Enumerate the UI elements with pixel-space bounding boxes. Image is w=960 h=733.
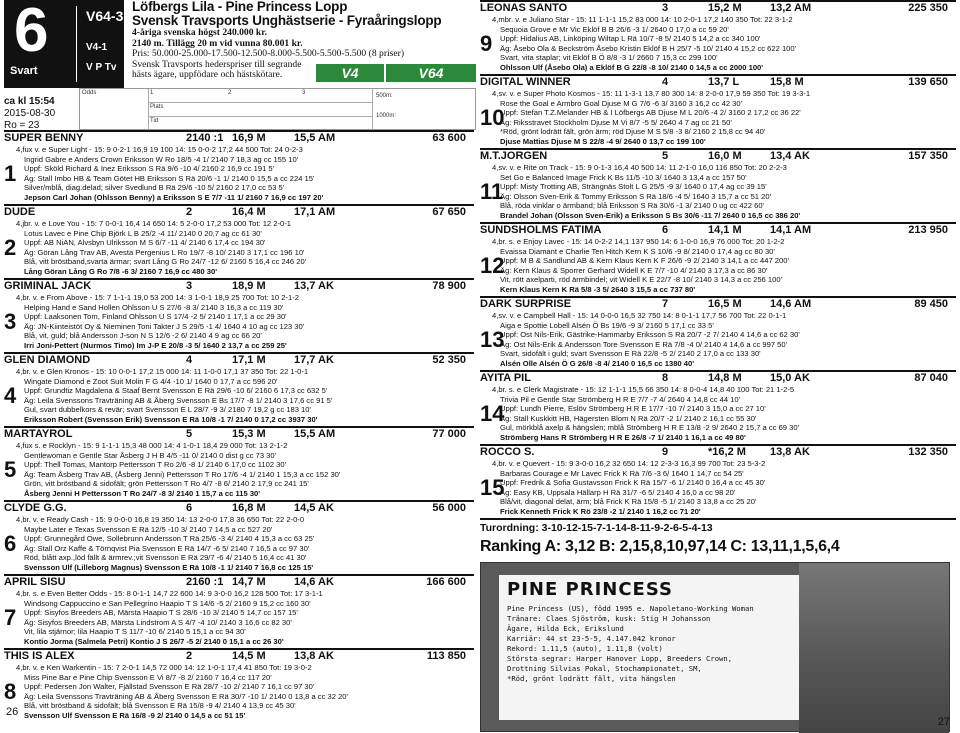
horse-info-line: Uppf: Sisyfos Breeders AB, Märsta Haapio T S 28/6 -10 3/ 2140 5 14,7 cc 157 15' [24, 608, 298, 617]
horse-info-line: 4,br. v. e Glen Kronos - 15: 10 0-0-1 17,2 15 000 14: 11 1-0-0 17,1 37 350 Tot: 22 1-0-1 [16, 367, 309, 376]
horse-info-line: Svart, sidofält i guld; svart Svensson E Rä 22/8 -5 2/ 2140 2 17,0 a cc 133 30' [500, 349, 761, 358]
horse-start: 2160 :1 [186, 576, 224, 588]
horse-record-auto: 15,8 M [770, 76, 804, 88]
odds-divider [372, 89, 373, 129]
horse-info-line: Uppf: Misty Trotting AB, Strängnäs Stolt L G 25/5 -9 3/ 1640 0 17,4 ag cc 39 15' [500, 182, 767, 191]
horse-record: 16,8 M [232, 502, 266, 514]
horse-record: 15,3 M [232, 428, 266, 440]
horse-record: 13,7 L [708, 76, 740, 88]
horse-record: 18,9 M [232, 280, 266, 292]
right-column [480, 0, 956, 732]
race-ro: Ro = 23 [4, 120, 40, 131]
cond-line-5: hästs ägare, uppfödare och hästskötare. [132, 69, 283, 81]
horse-prize: 87 040 [914, 372, 948, 384]
odds-line [148, 102, 372, 103]
horse-number: 7 [4, 605, 17, 630]
horse-number: 8 [4, 679, 17, 704]
horse-info-line: 4,jbr. v. e Love You - 15: 7 0-0-1 16,4 14 650 14: 5 2-0-0 17,2 53 000 Tot: 12 2-0-1 [16, 219, 291, 228]
race-date: 2015-08-30 [4, 108, 56, 119]
horse-prize: 225 350 [908, 2, 948, 14]
horse-entry [4, 278, 474, 350]
horse-entry [480, 444, 956, 516]
photo-text-line: Tränare: Claes Sjöström, kusk: Stig H Johansson [507, 614, 711, 623]
left-horse-list [4, 130, 474, 720]
horse-info-line: Brandel Johan (Olsson Sven-Erik) a Eriksson S Bs 30/6 -11 7/ 2640 0 16,5 cc 386 20' [500, 210, 801, 220]
horse-info-line: Helping Hand e Sand Hollen Ohlsson U S 27/6 -8 3/ 2140 3 16,3 a cc 119 30' [24, 302, 284, 312]
horse-entry [4, 648, 474, 720]
horse-entry [4, 130, 474, 202]
horse-info-line: Evaissa Diamant e Charlie Ten Hitch Kern K S 10/6 -9 8/ 2140 0 17,4 ag cc 80 30' [500, 246, 775, 256]
horse-info-line: Blå, vit, guld; blå Andersson J-son N S 12/6 -2 6/ 2140 4 9 ag cc 66 20' [24, 331, 262, 340]
horse-info-line: 4,br. s. e Even Better Odds - 15: 8 0-1-1 14,7 22 600 14: 9 3-0-0 16,2 128 500 Tot: 17 3-1-1 [16, 589, 323, 598]
horse-start: 6 [186, 502, 193, 514]
horse-header [4, 650, 474, 663]
cond-line-1: 4-åriga svenska högst 240.000 kr. [132, 27, 268, 38]
race-title-line-2: Svensk Travsports Unghästserie - Fyraåringslopp [132, 13, 442, 28]
horse-record: 15,2 M [708, 2, 742, 14]
horse-prize: 139 650 [908, 76, 948, 88]
horse-prize: 63 600 [432, 132, 466, 144]
horse-name: ROCCO S. [480, 446, 535, 458]
horse-prize: 77 000 [432, 428, 466, 440]
photo-text-line: Karriär: 44 st 23-5-5, 4.147.042 kronor [507, 634, 676, 643]
photo-text-line: *Röd, grönt lodrätt fält, vita hängslen [507, 674, 676, 683]
horse-record-auto: 17,1 AM [294, 206, 336, 218]
turordning: Turordning: 3-10-12-15-7-1-14-8-11-9-2-6-5-4-13 [480, 518, 956, 534]
odds-label: Odds [82, 90, 97, 96]
horse-record: 16,0 M [708, 150, 742, 162]
horse-start: 4 [662, 76, 669, 88]
horse-header [480, 446, 956, 459]
horse-entry [480, 296, 956, 368]
right-horse-list [480, 0, 956, 516]
horse-info-line: Kontio Jorma (Salmela Petri) Kontio J S 26/7 -5 2/ 2140 0 15,1 a cc 26 30' [24, 636, 284, 646]
horse-info-line: Sequoia Grove e Mr Vic Eklöf B B 26/6 -3 1/ 2640 0 17,0 a cc 59 20' [500, 24, 729, 34]
left-column [4, 0, 474, 722]
horse-info-line: Rose the Goal e Armbro Goal Djuse M G 7/6 -6 3/ 3160 3 16,2 cc 42 30' [500, 98, 743, 108]
horse-info-line: Äg: Easy KB, Uppsala Hällarp H Rä 31/7 -6 5/ 2140 4 16,0 a cc 98 20' [500, 487, 736, 497]
horse-info-line: Djuse Mattias Djuse M S 22/8 -4 9/ 2640 0 13,7 cc 199 100' [500, 136, 706, 146]
horse-start: 7 [662, 298, 669, 310]
horse-info-line: Äg: Göran Lång Trav AB, Avesta Pergenius L Ro 19/7 -8 10/ 2140 3 17,1 cc 196 10' [24, 247, 305, 257]
odds-1000m: 1000m: [376, 113, 397, 119]
horse-record-auto: 14,6 AM [770, 298, 812, 310]
horse-entry [480, 222, 956, 294]
horse-prize: 67 650 [432, 206, 466, 218]
horse-info-line: Blå, vitt bröstband,svarta ärmar; svart Lång G Ro 24/7 -12 6/ 2160 5 16,4 cc 246 20' [24, 257, 307, 266]
race-number: 6 [14, 0, 49, 65]
odds-divider [148, 89, 149, 129]
odds-col-3: 3 [302, 90, 306, 96]
race-title [132, 0, 441, 28]
horse-info [4, 515, 474, 572]
horse-name: DUDE [4, 206, 36, 218]
page-number-left: 26 [6, 706, 19, 718]
horse-info-line: 4,fux v. e Super Light - 15: 9 0-2-1 16,9 19 100 14: 15 0-0-2 17,2 44 500 Tot: 24 0-2-3 [16, 145, 303, 154]
photo-title: PINE PRINCESS [507, 579, 673, 600]
horse-record-auto: 13,4 AK [770, 150, 810, 162]
horse-info-line: Äg: Sisyfos Breeders AB, Märsta Lindstrom A S 4/7 -4 10/ 2140 3 16,6 cc 82 30' [24, 617, 292, 627]
horse-entry [4, 352, 474, 424]
pine-princess-photo [480, 562, 950, 732]
v4-logo: V4 [316, 64, 384, 82]
horse-prize: 113 850 [426, 650, 466, 662]
horse-info-line: Ingrid Gabre e Anders Crown Eriksson W Ro 18/5 -4 1/ 2140 7 18,3 ag cc 155 10' [24, 154, 299, 164]
race-title-line-1: Löfbergs Lila - Pine Princess Lopp [132, 0, 348, 14]
horse-info [480, 163, 956, 220]
horse-info-line: Frick Kenneth Frick K Rö 23/8 -2 1/ 2140 1 16,2 cc 71 20' [500, 506, 701, 516]
photo-text-line: Största segrar: Harper Hanover Lopp, Breeders Crown, [507, 654, 733, 663]
horse-info-line: Set Go e Balanced Image Frick K Bs 11/5 -10 3/ 1640 3 13,4 a cc 157 50' [500, 172, 747, 182]
odds-line [148, 116, 372, 117]
race-time: ca kl 15:54 [4, 96, 55, 107]
horse-info-line: Uppf: Pedersen Jon Walter, Fjällstad Svensson E Rä 28/7 -10 2/ 2140 7 16,1 cc 97 30' [24, 682, 315, 691]
horse-header [480, 224, 956, 237]
horse-number: 15 [480, 475, 505, 500]
horse-info-line: Kern Klaus Kern K Rä 5/8 -3 5/ 2640 3 15,5 a cc 737 80' [500, 284, 696, 294]
horse-info [480, 15, 956, 72]
horse-header [4, 428, 474, 441]
horse-number: 5 [4, 457, 17, 482]
horse-record-auto: 14,6 AK [294, 576, 334, 588]
horse-info-line: 4,sv. v. e Campbell Hall - 15: 14 0-0-0 16,5 32 750 14: 8 0-1-1 17,7 56 700 Tot: 22 0-1-1 [492, 311, 787, 320]
horse-info [4, 219, 474, 276]
horse-info-line: Svensson Ulf Svensson E Rä 16/8 -9 2/ 2140 0 14,5 a cc 51 15' [24, 710, 246, 720]
horse-info-line: Gul, svart dubbelkors & revär; svart Svensson E L 28/7 -9 3/ 2180 7 19,2 g cc 183 10' [24, 405, 311, 414]
horse-info [4, 441, 474, 498]
cond-line-3: Pris: 50.000-25.000-17.500-12.500-8.000-5.500-5.500-5.500 (8 priser) [132, 48, 405, 60]
horse-info [480, 89, 956, 146]
horse-name: LEONAS SANTO [480, 2, 568, 14]
horse-info-line: 4,fux s. e Rocklyn - 15: 9 1-1-1 15,3 48 000 14: 4 1-0-1 18,4 29 000 Tot: 13 2-1-2 [16, 441, 288, 450]
horse-record: 16,4 M [232, 206, 266, 218]
photo-text [507, 604, 791, 684]
horse-header [4, 206, 474, 219]
horse-record-auto: 13,8 AK [294, 650, 334, 662]
horse-record-auto: 13,8 AK [770, 446, 810, 458]
horse-start: 3 [186, 280, 193, 292]
odds-col-2: 2 [228, 90, 232, 96]
horse-info-line: Uppf: Lundh Pierre, Eslöv Strömberg H R E 17/7 -10 7/ 2140 3 15,0 a cc 27 10' [500, 404, 766, 413]
horse-prize: 213 950 [908, 224, 948, 236]
horse-info-line: Blå/vit, diagonal delat, ärm; blå Frick K Rä 15/8 -5 1/ 2140 3 13,8 a cc 25 20' [500, 497, 757, 506]
horse-header [4, 132, 474, 145]
horse-info-line: Miss Pine Bar e Pine Chip Svensson E Vi 8/7 -8 2/ 2160 7 16,4 cc 117 20' [24, 672, 272, 682]
horse-info-line: Gul, mörkblå axelp & hängslen; mblå Strömberg H R E 13/8 -2 9/ 2640 2 15,7 a cc 69 30' [500, 423, 800, 432]
horse-start: 6 [662, 224, 669, 236]
horse-info [480, 237, 956, 294]
horse-record-auto: 15,0 AK [770, 372, 810, 384]
horse-entry [480, 148, 956, 220]
horse-header [4, 502, 474, 515]
horse-info-line: Äg: Leila Svenssons Travträning AB & Åberg Svensson E Rä 30/7 -10 1/ 2140 0 13,8 a cc 32 20' [24, 691, 348, 701]
horse-record-auto: 14,1 AM [770, 224, 812, 236]
horse-header [4, 354, 474, 367]
horse-header [4, 576, 474, 589]
race-game-types: V P Tv [86, 62, 117, 73]
horse-info-line: Äg: Olsson Sven-Erik & Tommy Eriksson S Rä 18/6 -4 5/ 1640 3 15,7 a cc 51 20' [500, 191, 772, 201]
race-header [4, 0, 474, 130]
horse-info [4, 663, 474, 720]
horse-number: 6 [4, 531, 17, 556]
horse-info [4, 367, 474, 424]
odds-col-1: 1 [150, 90, 154, 96]
horse-info [4, 589, 474, 646]
horse-prize: 89 450 [914, 298, 948, 310]
horse-info-line: Äg: Ost Nils-Erik & Andersson Tore Svensson E Rä 7/8 -4 0/ 2140 4 14,6 a cc 997 50' [500, 339, 788, 349]
horse-info-line: 4,br. s. e Clerk Magistrate - 15: 12 1-1-1 15,5 66 350 14: 8 0-0-4 14,8 40 100 Tot: 21 1-2-5 [492, 385, 795, 394]
horse-info-line: Uppf: Fredrik & Sofia Gustavsson Frick K Rä 15/7 -6 1/ 2140 0 16,4 a cc 45 30' [500, 478, 766, 487]
horse-info-line: Gentlewoman e Gentle Star Åsberg J H B 4/5 -11 0/ 2140 0 dist g cc 73 30' [24, 450, 277, 460]
horse-info-line: Äg: Stall Kuskkitt HB, Hägersten Blom N Rä 20/7 -2 1/ 2140 2 16,1 cc 55 30' [500, 413, 757, 423]
horse-info-line: Barbaras Courage e Mr Lavec Frick K Rä 7/6 -3 6/ 1640 1 14,7 cc 54 25' [500, 468, 744, 478]
photo-caption [499, 575, 799, 720]
horse-info-line: Blå, röda vinklar o ärmband; blå Eriksson S Rä 30/6 -1 3/ 2140 0 ug cc 422 60' [500, 201, 765, 210]
horse-number: 14 [480, 401, 505, 426]
horse-info-line: Uppf: Thell Tomas, Mantorp Pettersson T Ro 2/6 -8 1/ 2140 6 17,0 cc 1102 30' [24, 460, 287, 469]
photo-text-line: Pine Princess (US), född 1995 e. Napoletano-Working Woman [507, 604, 754, 613]
horse-record: 16,9 M [232, 132, 266, 144]
horse-number: 2 [4, 235, 17, 260]
horse-info-line: Silver/mblå, diag.delad; silver Svedlund B Rä 29/6 -10 5/ 2160 2 17,0 cc 53 5' [24, 183, 285, 192]
horse-entry [4, 204, 474, 276]
horse-name: GRIMINAL JACK [4, 280, 92, 292]
horse-start: 2140 :1 [186, 132, 224, 144]
horse-name: M.T.JORGEN [480, 150, 548, 162]
horse-number: 10 [480, 105, 505, 130]
horse-info [480, 311, 956, 368]
horse-name: THIS IS ALEX [4, 650, 75, 662]
horse-name: DIGITAL WINNER [480, 76, 571, 88]
horse-number: 3 [4, 309, 17, 334]
horse-record-auto: 15,5 AM [294, 132, 336, 144]
horse-name: DARK SURPRISE [480, 298, 572, 310]
horse-entry [480, 370, 956, 442]
plats-label: Plats [150, 104, 164, 110]
horse-info [480, 385, 956, 442]
horse-info-line: Windsong Cappuccino e San Pellegrino Haapio T S 14/6 -5 2/ 2160 9 15,2 cc 160 30' [24, 598, 311, 608]
horse-info-line: 4,br. v. e Ken Warkentin - 15: 7 2-0-1 14,5 72 000 14: 12 1-0-1 17,4 41 850 Tot: 19 3-0-2 [16, 663, 312, 672]
race-box-divider [76, 6, 77, 82]
horse-info-line: Uppf: Laaksonen Tom, Finland Ohlsson U S 17/4 -2 5/ 2140 1 17,1 a cc 29 30' [24, 312, 287, 321]
cond-line-4: Svensk Travsports hederspriser till segrande [132, 58, 302, 70]
horse-info-line: *Röd, grönt lodrätt fält, grön ärm; röd Djuse M S 5/8 -3 8/ 2160 2 15,8 cc 94 40' [500, 127, 766, 136]
odds-500m: 500m: [376, 93, 393, 99]
horse-info-line: Blå, vitt bröstband & sidofält; blå Svensson E Rä 15/8 -9 4/ 2140 4 13,9 cc 45 30' [24, 701, 296, 710]
horse-start: 5 [186, 428, 193, 440]
horse-record: 14,8 M [708, 372, 742, 384]
horse-number: 9 [480, 31, 493, 56]
horse-info-line: Lotus Lavec e Pine Chip Björk L B 25/2 -4 11/ 2140 0 20,7 ag cc 61 30' [24, 228, 262, 238]
horse-info-line: Uppf: Grundtiz Magdalena & Staaf Bernt Svensson E Rä 29/6 -10 6/ 2160 6 17,3 cc 632 5' [24, 386, 328, 395]
horse-info-line: Uppf: Grunnegård Owe, Sollebrunn Andersson T Rä 25/6 -3 4/ 2140 4 15,3 a cc 63 25' [24, 534, 315, 543]
horse-info-line: Uppf: M B & Sandlund AB & Kern Klaus Kern K F 26/6 -9 2/ 2140 3 14,1 a cc 447 200' [500, 256, 789, 265]
horse-info [4, 145, 474, 202]
horse-info [4, 293, 474, 350]
horse-info-line: Eriksson Robert (Svensson Erik) Svensson E Rä 10/8 -1 7/ 2140 0 17,2 cc 3937 30' [24, 414, 318, 424]
cond-line-2: 2140 m. Tillägg 20 m vid vunna 80.001 kr. [132, 37, 303, 49]
horse-info-line: Äg: Stall Imbo HB & Team Götet HB Eriksson S Rä 20/6 -1 1/ 2140 0 15,5 a cc 224 15' [24, 173, 315, 183]
photo-text-line: Ägare, Hilda Eck, Erikslund [507, 624, 624, 633]
race-number-box [4, 0, 124, 88]
horse-info-line: Irri Joni-Pettert (Nurmos Timo) Im J-P E 20/8 -3 5/ 1640 2 13,7 a cc 259 25' [24, 340, 287, 350]
horse-info-line: Äg: Leila Svenssons Travträning AB & Åberg Svensson E Bs 17/7 -8 1/ 2140 3 17,6 cc 91 5' [24, 395, 333, 405]
odds-grid [79, 88, 476, 130]
horse-prize: 56 000 [432, 502, 466, 514]
tid-label: Tid [150, 118, 159, 124]
horse-number: 12 [480, 253, 505, 278]
horse-info-line: Vit, lila stjärnor; lila Haapio T S 11/7 -10 6/ 2140 5 15,1 a cc 94 30' [24, 627, 246, 636]
horse-info-line: Jepson Carl Johan (Ohlsson Benny) a Eriksson S E 7/7 -11 1/ 2160 7 16,9 cc 197 20' [24, 192, 324, 202]
photo-text-line: Rekord: 1.11,5 (auto), 1.11,8 (volt) [507, 644, 663, 653]
horse-photo-image [799, 563, 949, 733]
horse-entry [4, 574, 474, 646]
horse-record: 14,7 M [232, 576, 266, 588]
horse-start: 9 [662, 446, 669, 458]
horse-record-auto: 13,2 AM [770, 2, 812, 14]
horse-start: 8 [662, 372, 669, 384]
horse-record-auto: 15,5 AM [294, 428, 336, 440]
horse-record-auto: 13,7 AK [294, 280, 334, 292]
horse-prize: 157 350 [908, 150, 948, 162]
horse-name: MARTAYROL [4, 428, 73, 440]
horse-info-line: Maybe Later e Texas Svensson E Rä 12/5 -10 3/ 2140 7 14,5 a cc 527 20' [24, 524, 273, 534]
horse-record: *16,2 M [708, 446, 746, 458]
horse-info-line: Äg: JN-Kiinteistöt Oy & Nieminen Toni Takter J S 29/5 -1 4/ 1640 4 10 ag cc 123 30' [24, 321, 305, 331]
horse-info-line: Trivia Pil e Gentle Star Strömberg H R E 7/7 -7 4/ 2640 4 14,8 cc 44 10' [500, 394, 741, 404]
horse-prize: 166 600 [426, 576, 466, 588]
horse-info-line: Uppf: AB NiAN, Alvsbyn Ulriksson M S 6/7 -11 4/ 2140 6 17,4 cc 194 30' [24, 238, 266, 247]
horse-name: SUPER BENNY [4, 132, 84, 144]
horse-info-line: Wingate Diamond e Zoot Suit Molin F G 4/4 -10 1/ 1640 0 17,7 a cc 596 20' [24, 376, 278, 386]
horse-info-line: 4,br. v. e From Above - 15: 7 1-1-1 19,0 53 200 14: 3 1-0-1 18,9 25 700 Tot: 10 2-1-2 [16, 293, 299, 302]
horse-entry [4, 500, 474, 572]
horse-info-line: 4,br. v. e Quevert - 15: 9 3-0-0 16,2 32 650 14: 12 2-3-3 16,3 99 700 Tot: 23 5-3-2 [492, 459, 766, 468]
horse-entry [480, 0, 956, 72]
horse-info-line: Äg: Team Åsberg Trav AB, (Åsberg Jenni) Pettersson T Ro 17/6 -4 1/ 2140 1 15,3 a cc 152 30' [24, 469, 341, 479]
horse-info-line: Svensson Ulf (Lilleborg Magnus) Svensson E Rä 10/8 -1 1/ 2140 7 16,8 cc 125 15' [24, 562, 314, 572]
horse-header [480, 76, 956, 89]
horse-info-line: Äg: Kern Klaus & Sporrer Gerhard Widell K E 7/7 -10 4/ 2140 3 17,3 a cc 86 30' [500, 265, 768, 275]
horse-number: 13 [480, 327, 505, 352]
horse-info-line: Uppf: Sköld Richard & Inez Eriksson S Rä 9/6 -10 4/ 2160 2 16,9 cc 191 5' [24, 164, 275, 173]
photo-text-line: Drottning Silvias Pokal, Stochampionatet, SM, [507, 664, 702, 673]
horse-info-line: 4,sv. v. e Rite on Track - 15: 9 0-1-3 16,4 40 500 14: 11 2-1-0 16,0 116 850 Tot: 20 2-2-3 [492, 163, 787, 172]
horse-info-line: Grön, vitt bröstband & sidofält; grön Pettersson T Ro 4/7 -8 6/ 2140 2 17,9 cc 241 15' [24, 479, 309, 488]
race-game-v4: V4-1 [86, 42, 108, 53]
horse-info-line: Äg: Riksstravet Stockholm Djuse M Vi 8/7 -5 5/ 2640 4 7 ag cc 21 50' [500, 117, 732, 127]
horse-record: 17,1 M [232, 354, 266, 366]
horse-header [480, 372, 956, 385]
horse-info-line: Åsberg Jenni H Pettersson T Ro 24/7 -8 3/ 2140 1 15,7 a cc 115 30' [24, 488, 261, 498]
horse-name: APRIL SISU [4, 576, 66, 588]
horse-number: 11 [480, 179, 504, 204]
horse-record: 14,1 M [708, 224, 742, 236]
horse-info-line: 4,br. s. e Enjoy Lavec - 15: 14 0-2-2 14,1 137 950 14: 6 1-0-0 16,9 76 000 Tot: 20 1-2-2 [492, 237, 785, 246]
horse-name: CLYDE G.G. [4, 502, 67, 514]
horse-start: 4 [186, 354, 193, 366]
horse-info-line: 4,sv. v. e Super Photo Kosmos - 15: 11 1-3-1 13,7 80 300 14: 8 2-0-0 17,9 59 350 Tot: 19 3-3-1 [492, 89, 811, 98]
race-game-v64: V64-3 [86, 8, 124, 24]
horse-info-line: Uppf: Hidalius AB, Linköping Wiltap L Rä 10/7 -8 5/ 2140 5 14,2 a cc 340 100' [500, 34, 761, 43]
horse-header [480, 2, 956, 15]
horse-start: 5 [662, 150, 669, 162]
horse-prize: 52 350 [432, 354, 466, 366]
horse-info-line: Lång Göran Lång G Ro 7/8 -6 3/ 2160 7 16,9 cc 480 30' [24, 266, 218, 276]
horse-info-line: Ohlsson Ulf (Åsebo Ola) a Eklöf B G 22/8 -8 10/ 2140 0 14,5 a cc 2000 100' [500, 62, 764, 72]
horse-prize: 132 350 [908, 446, 948, 458]
horse-header [480, 298, 956, 311]
horse-header [480, 150, 956, 163]
horse-number: 4 [4, 383, 17, 408]
horse-info-line: Uppf: Ost Nils-Erik, Gästrike-Hammarby Eriksson S Rä 20/7 -2 7/ 2140 4 14,6 a cc 62 30' [500, 330, 800, 339]
horse-info-line: Svart, vita staplar; vit Eklöf B Ö 8/8 -3 1/ 2660 7 15,3 cc 299 100' [500, 53, 718, 62]
horse-record: 16,5 M [708, 298, 742, 310]
horse-entry [480, 74, 956, 146]
horse-header [4, 280, 474, 293]
ranking: Ranking A: 3,12 B: 2,15,8,10,97,14 C: 13,11,1,5,6,4 [480, 538, 840, 555]
horse-name: SUNDSHOLMS FATIMA [480, 224, 602, 236]
horse-info-line: Uppf: Stefan T.Z.Melander HB & I Löfbergs AB Djuse M L 20/6 -4 2/ 3160 2 17,2 cc 36 22' [500, 108, 801, 117]
horse-number: 1 [4, 161, 17, 186]
horse-info-line: Vit, rött axelparti, röd ärmbindel; vit Widell K E 22/7 -8 10/ 2140 3 14,3 a cc 256 100' [500, 275, 783, 284]
horse-entry [4, 426, 474, 498]
horse-info-line: 4,br. v. e Ready Cash - 15: 9 0-0-0 16,8 19 350 14: 13 2-0-0 17,8 36 650 Tot: 22 2-0-0 [16, 515, 305, 524]
horse-start: 3 [662, 2, 669, 14]
horse-name: AYITA PIL [480, 372, 531, 384]
horse-record-auto: 17,7 AK [294, 354, 334, 366]
horse-name: GLEN DIAMOND [4, 354, 91, 366]
horse-prize: 78 900 [432, 280, 466, 292]
horse-info [480, 459, 956, 516]
horse-start: 2 [186, 206, 193, 218]
page-number-right: 27 [937, 716, 950, 728]
race-meta [4, 96, 55, 132]
horse-record: 14,5 M [232, 650, 266, 662]
horse-info-line: 4,mbr. v. e Juliano Star - 15: 11 1-1-1 15,2 83 000 14: 10 2-0-1 17,2 140 350 Tot: 22 3-1-2 [492, 15, 793, 24]
horse-info-line: Alsén Olle Alsén Ö G 26/8 -8 4/ 2140 0 16,5 cc 1380 40' [500, 358, 695, 368]
horse-info-line: Strömberg Hans R Strömberg H R E 26/8 -7 1/ 2140 1 16,1 a cc 49 80' [500, 432, 746, 442]
horse-info-line: Äg: Stall Orz Kaffe & Törnqvist Pia Svensson E Rä 14/7 -6 5/ 2140 7 16,5 a cc 97 30' [24, 543, 310, 553]
horse-info-line: Äg: Åsebo Ola & Beckström Åsebo Kristin Eklöf B H 25/7 -5 10/ 2140 4 15,2 cc 622 100' [500, 43, 797, 53]
horse-start: 2 [186, 650, 193, 662]
horse-info-line: Röd, blått axp.,löd fällt & ärmrev.;vit Svensson E Rä 29/7 -6 4/ 2140 5 16,4 cc 41 30' [24, 553, 307, 562]
horse-record-auto: 14,5 AK [294, 502, 334, 514]
v64-logo: V64 [386, 64, 476, 82]
race-color: Svart [10, 65, 38, 77]
horse-info-line: Aiga e Spottie Lobell Alsén Ö Bs 19/6 -9 3/ 2160 5 17,1 cc 33 5' [500, 320, 714, 330]
